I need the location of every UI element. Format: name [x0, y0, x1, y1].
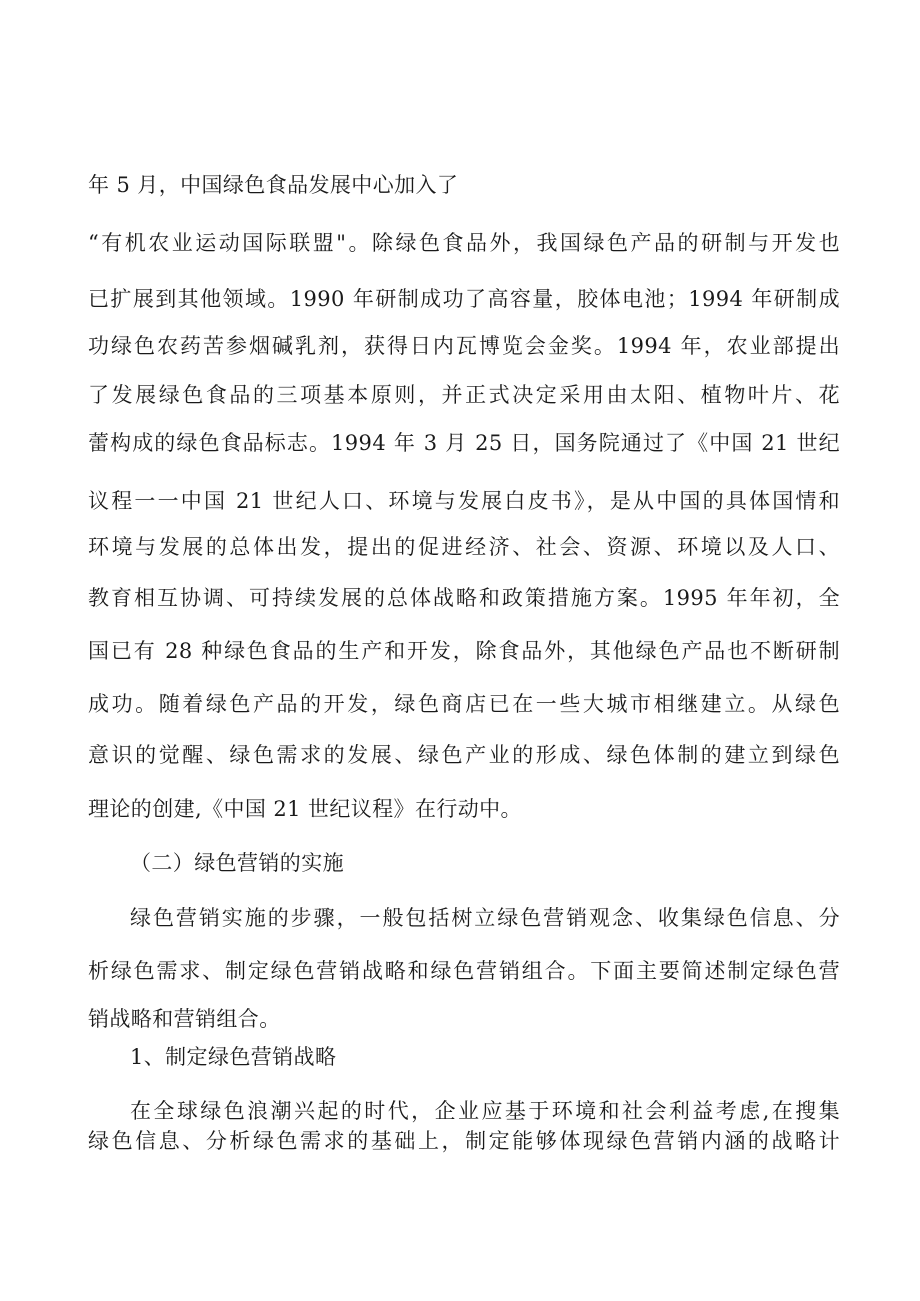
paragraph-line: 理论的创建,《中国 21 世纪议程》在行动中。: [88, 797, 522, 821]
subheading: 1、制定绿色营销战略: [130, 1045, 337, 1069]
paragraph-line: 了发展绿色食品的三项基本原则，并正式决定采用由太阳、植物叶片、花: [88, 383, 840, 407]
paragraph-line: 销战略和营销组合。: [88, 1007, 281, 1031]
paragraph-line: 蕾构成的绿色食品标志。1994 年 3 月 25 日，国务院通过了《中国 21 世纪: [88, 431, 840, 455]
paragraph-line: 成功。随着绿色产品的开发，绿色商店已在一些大城市相继建立。从绿色: [88, 692, 840, 716]
paragraph-line: 在全球绿色浪潮兴起的时代，企业应基于环境和社会利益考虑,在搜集: [130, 1099, 840, 1123]
paragraph-line: 环境与发展的总体出发，提出的促进经济、社会、资源、环境以及人口、: [88, 535, 840, 559]
paragraph-line: 意识的觉醒、绿色需求的发展、绿色产业的形成、绿色体制的建立到绿色: [88, 743, 840, 767]
paragraph-line: “有机农业运动国际联盟"。除绿色食品外，我国绿色产品的研制与开发也: [88, 231, 840, 255]
paragraph-line: 功绿色农药苦参烟碱乳剂，获得日内瓦博览会金奖。1994 年，农业部提出: [88, 334, 840, 358]
paragraph-line: 议程一一中国 21 世纪人口、环境与发展白皮书》，是从中国的具体国情和: [88, 489, 840, 513]
paragraph-line: 绿色信息、分析绿色需求的基础上，制定能够体现绿色营销内涵的战略计: [88, 1129, 840, 1153]
paragraph-line: 绿色营销实施的步骤，一般包括树立绿色营销观念、收集绿色信息、分: [130, 906, 840, 930]
paragraph-line: 教育相互协调、可持续发展的总体战略和政策措施方案。1995 年年初，全: [88, 586, 840, 610]
paragraph-line: 已扩展到其他领域。1990 年研制成功了高容量，胶体电池；1994 年研制成: [88, 287, 840, 311]
paragraph-line: 析绿色需求、制定绿色营销战略和绿色营销组合。下面主要简述制定绿色营: [88, 959, 840, 983]
section-heading: （二）绿色营销的实施: [130, 851, 344, 875]
paragraph-line: 国已有 28 种绿色食品的生产和开发，除食品外，其他绿色产品也不断研制: [88, 639, 840, 663]
paragraph-line: 年 5 月，中国绿色食品发展中心加入了: [88, 173, 459, 197]
